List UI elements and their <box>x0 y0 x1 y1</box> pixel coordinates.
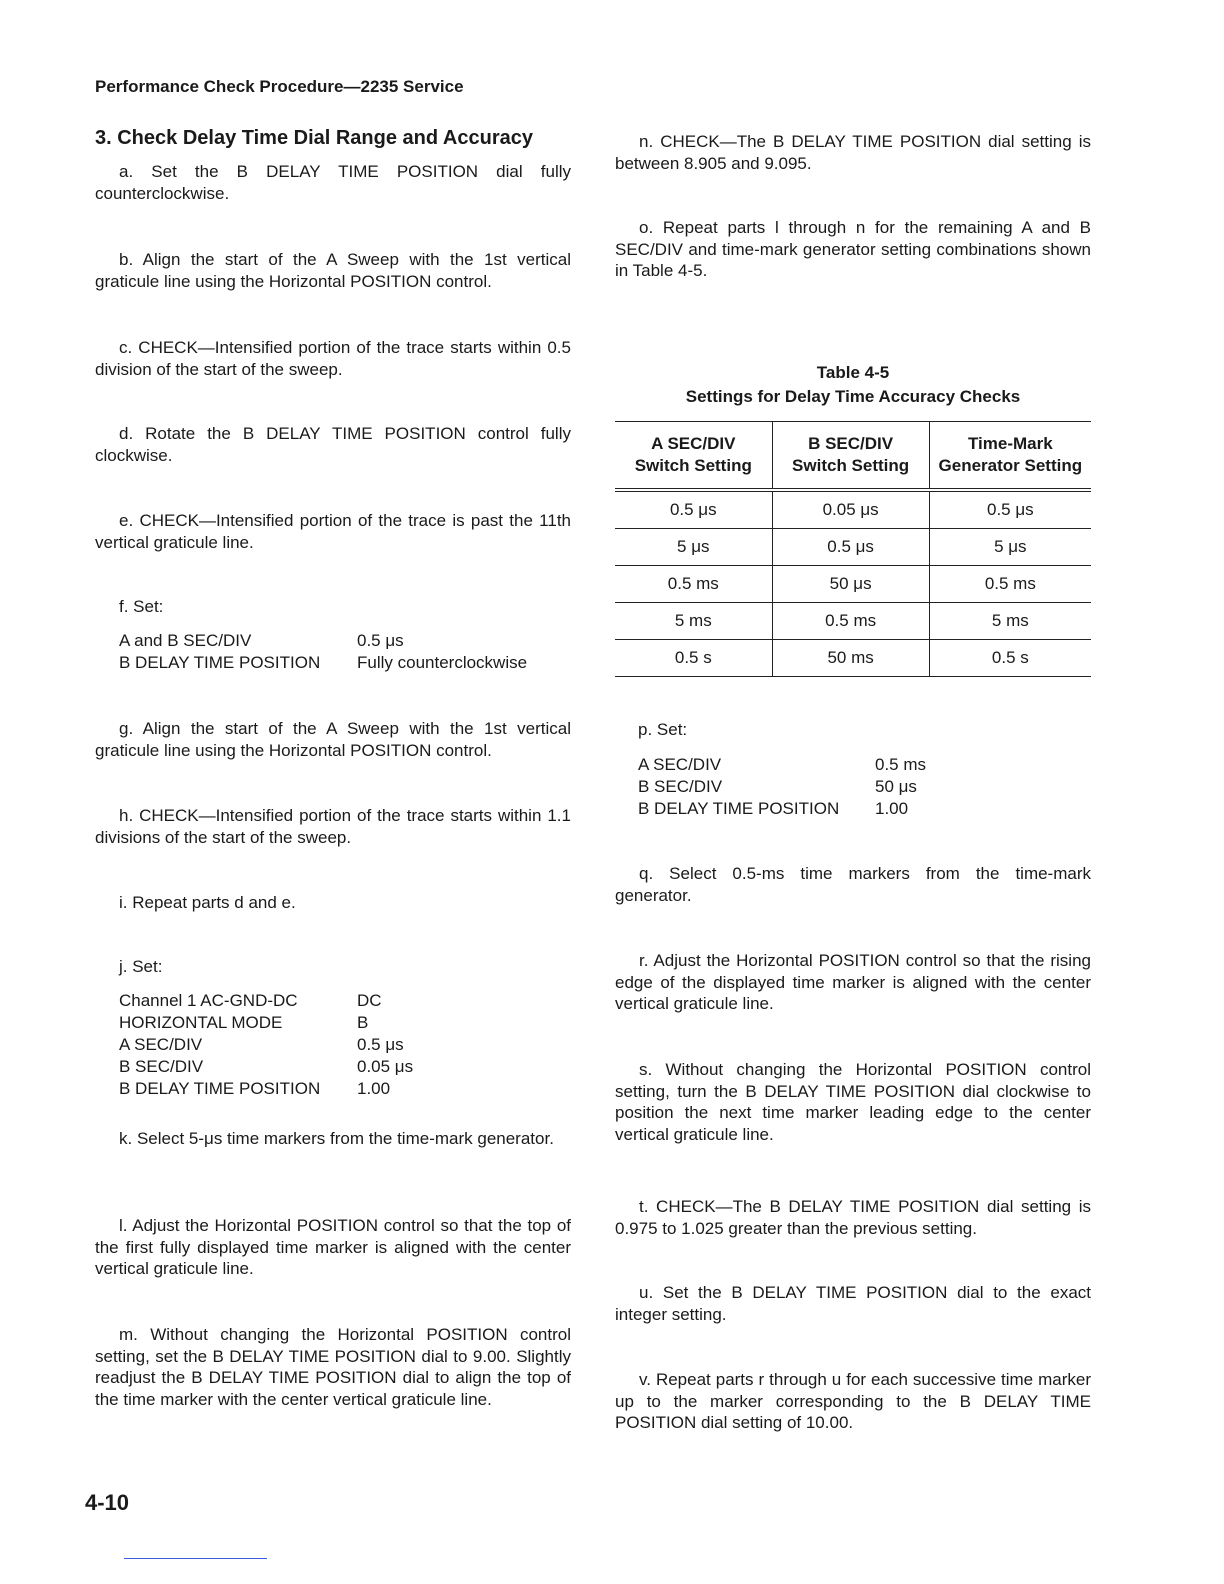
table-cell: 0.5 ms <box>772 603 929 640</box>
setting-row <box>119 652 527 674</box>
table-subtitle: Settings for Delay Time Accuracy Checks <box>685 387 1021 406</box>
table-row <box>615 603 1091 640</box>
step-u: u. Set the B DELAY TIME POSITION dial to the exact integer setting. <box>615 1283 1091 1324</box>
running-header: Performance Check Procedure—2235 Service <box>95 77 464 96</box>
step-r: r. Adjust the Horizontal POSITION control so that the rising edge of the displayed time marker is aligned with the center vertical graticule line. <box>615 951 1091 1013</box>
step-v: v. Repeat parts r through u for each successive time marker up to the marker corresponding to the B DELAY TIME POSITION dial setting of 10.00. <box>615 1370 1091 1432</box>
step-c: c. CHECK—Intensified portion of the trace starts within 0.5 division of the start of the sweep. <box>95 338 571 379</box>
setting-row <box>119 1056 413 1078</box>
setting-value: 0.05 μs <box>357 1057 414 1076</box>
page-number: 4-10 <box>85 1490 130 1515</box>
table-row <box>615 640 1091 677</box>
step-a: a. Set the B DELAY TIME POSITION dial fully counterclockwise. <box>95 162 571 203</box>
table-cell: 0.5 s <box>615 640 772 677</box>
setting-name: B SEC/DIV <box>119 1057 204 1076</box>
step-t: t. CHECK—The B DELAY TIME POSITION dial setting is 0.975 to 1.025 greater than the previous setting. <box>615 1197 1091 1238</box>
setting-value: 1.00 <box>875 799 909 818</box>
setting-value: Fully counterclockwise <box>357 653 528 672</box>
step-s: s. Without changing the Horizontal POSITION control setting, turn the B DELAY TIME POSITION dial clockwise to position the next time marker leading edge to the center vertical graticule line. <box>615 1060 1091 1144</box>
setting-row <box>119 1034 413 1056</box>
table-row <box>615 566 1091 603</box>
header-line: Time-Mark <box>967 434 1053 453</box>
table-cell: 0.5 ms <box>929 566 1091 603</box>
table-cell: 0.5 μs <box>615 490 772 529</box>
step-l: l. Adjust the Horizontal POSITION control so that the top of the first fully displayed time marker is aligned with the center vertical graticule line. <box>95 1216 571 1278</box>
setting-name: A and B SEC/DIV <box>119 631 252 650</box>
header-line: A SEC/DIV <box>651 434 736 453</box>
setting-value: 50 μs <box>875 777 917 796</box>
step-f-settings <box>119 630 527 674</box>
table-cell: 5 ms <box>929 603 1091 640</box>
footer-rule <box>124 1558 267 1559</box>
table-header-cell <box>615 422 772 491</box>
setting-name: A SEC/DIV <box>119 1035 203 1054</box>
setting-value: 0.5 μs <box>357 1035 404 1054</box>
setting-name: HORIZONTAL MODE <box>119 1013 283 1032</box>
step-m: m. Without changing the Horizontal POSITION control setting, set the B DELAY TIME POSITION dial to 9.00. Slightly readjust the B DELAY TIME POSITION dial to align the top of the time marker with the center vertical graticule line. <box>95 1325 571 1409</box>
table-cell: 50 ms <box>772 640 929 677</box>
table-header-cell <box>772 422 929 491</box>
header-line: Generator Setting <box>938 456 1083 475</box>
setting-name: B DELAY TIME POSITION <box>119 653 321 672</box>
setting-value: 1.00 <box>357 1079 391 1098</box>
setting-name: B DELAY TIME POSITION <box>638 799 840 818</box>
setting-value: B <box>357 1013 369 1032</box>
delay-time-settings-table <box>615 421 1091 677</box>
step-g: g. Align the start of the A Sweep with the 1st vertical graticule line using the Horizontal POSITION control. <box>95 719 571 760</box>
table-cell: 50 μs <box>772 566 929 603</box>
step-d: d. Rotate the B DELAY TIME POSITION control fully clockwise. <box>95 424 571 465</box>
step-p-settings <box>638 754 926 820</box>
setting-value: 0.5 μs <box>357 631 404 650</box>
step-b: b. Align the start of the A Sweep with the 1st vertical graticule line using the Horizontal POSITION control. <box>95 250 571 291</box>
step-o: o. Repeat parts l through n for the remaining A and B SEC/DIV and time-mark generator setting combinations shown in Table 4-5. <box>615 218 1091 280</box>
setting-row <box>119 1012 413 1034</box>
header-line: Switch Setting <box>634 456 752 475</box>
table-cell: 5 μs <box>615 529 772 566</box>
table-row <box>615 529 1091 566</box>
step-k: k. Select 5-μs time markers from the time-mark generator. <box>119 1129 554 1148</box>
table-cell: 5 ms <box>615 603 772 640</box>
step-j-label: j. Set: <box>119 957 163 976</box>
table-title: Table 4-5 <box>816 363 890 382</box>
setting-row <box>638 776 926 798</box>
step-q: q. Select 0.5-ms time markers from the time-mark generator. <box>615 864 1091 905</box>
setting-value: 0.5 ms <box>875 755 927 774</box>
setting-value: DC <box>357 991 382 1010</box>
header-line: Switch Setting <box>792 456 910 475</box>
table-cell: 0.5 s <box>929 640 1091 677</box>
step-n: n. CHECK—The B DELAY TIME POSITION dial setting is between 8.905 and 9.095. <box>615 132 1091 173</box>
setting-row <box>638 754 926 776</box>
setting-row <box>119 990 413 1012</box>
table-cell: 0.5 ms <box>615 566 772 603</box>
table-cell: 0.5 μs <box>772 529 929 566</box>
table-header-cell <box>929 422 1091 491</box>
table-caption <box>615 361 1091 409</box>
step-h: h. CHECK—Intensified portion of the trace starts within 1.1 divisions of the start of the sweep. <box>95 806 571 847</box>
setting-name: Channel 1 AC-GND-DC <box>119 991 298 1010</box>
step-e: e. CHECK—Intensified portion of the trace is past the 11th vertical graticule line. <box>95 511 571 552</box>
setting-name: B SEC/DIV <box>638 777 723 796</box>
setting-row <box>638 798 926 820</box>
table-cell: 0.05 μs <box>772 490 929 529</box>
step-f-label: f. Set: <box>119 597 164 616</box>
table-row <box>615 490 1091 529</box>
step-p-label: p. Set: <box>638 720 688 739</box>
setting-name: A SEC/DIV <box>638 755 722 774</box>
table-cell: 0.5 μs <box>929 490 1091 529</box>
section-title: 3. Check Delay Time Dial Range and Accuracy <box>95 127 533 149</box>
step-i: i. Repeat parts d and e. <box>119 893 296 912</box>
header-line: B SEC/DIV <box>808 434 894 453</box>
step-j-settings <box>119 990 413 1100</box>
table-header-row <box>615 422 1091 491</box>
setting-row <box>119 1078 413 1100</box>
table-cell: 5 μs <box>929 529 1091 566</box>
setting-row <box>119 630 527 652</box>
setting-name: B DELAY TIME POSITION <box>119 1079 321 1098</box>
